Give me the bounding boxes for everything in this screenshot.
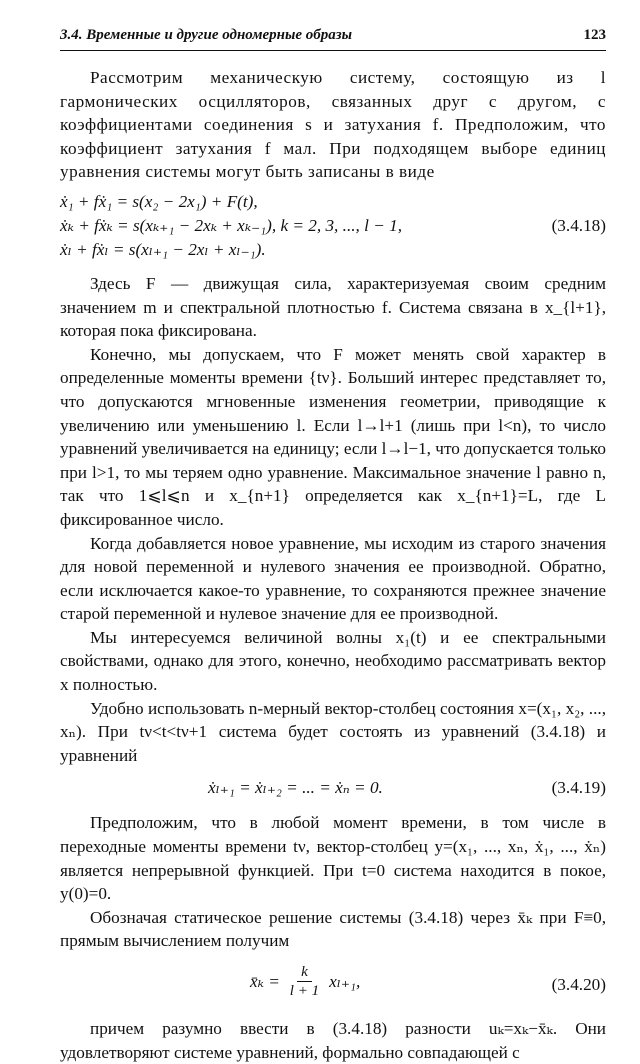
equation-line: ẋₗ + fẋₗ = s(xₗ₊₁ − 2xₗ + xₗ₋₁). bbox=[60, 239, 266, 259]
section-title: 3.4. Временные и другие одномерные образы bbox=[60, 27, 353, 43]
fraction bbox=[286, 963, 323, 1000]
paragraph-1: Рассмотрим механическую систему, состоящую из l гармонических осцилляторов, связанных друг с другом, с коэффициентами соединения s и затухания f. Предположим, что коэффициент затухания f мал. При подходящем выборе единиц уравнения системы могут быть записаны в виде bbox=[60, 68, 606, 182]
fraction-denominator: l + 1 bbox=[289, 983, 320, 999]
paragraph-3: Конечно, мы допускаем, что F может менять свой характер в определенные моменты времени {tν}. Больший интерес представляет то, что допускаются мгновенные изменения геометрии, приводящие к увеличению или уменьшению l. Если l→l+1 (лишь при l<n), то число уравнений увеличивается на единицу; если l→l−1, что допускается только при l>1, то мы теряем одно уравнение. Максимальное значение l равно n, так что 1⩽l⩽n и x_{n+1} определяется как x_{n+1}=L, где L фиксированное число. bbox=[60, 344, 606, 529]
equation-number: (3.4.19) bbox=[551, 778, 606, 798]
equation-rhs: xₗ₊₁, bbox=[329, 971, 361, 991]
paragraph-6: Удобно использовать n-мерный вектор-столбец состояния x=(x₁, x₂, ..., xₙ). При tν<t<tν+1 система будет состоять из уравнений (3.4.18) и уравнений bbox=[60, 698, 606, 765]
equation-line: ẋ₁ + fẋ₁ = s(x₂ − 2x₁) + F(t), bbox=[60, 191, 258, 211]
equation-3-4-19 bbox=[60, 767, 606, 811]
paragraph-5: Мы интересуемся величиной волны x₁(t) и ее спектральными свойствами, однако для этого, конечно, необходимо рассматривать вектор x полностью. bbox=[60, 627, 606, 695]
paragraph-2: Здесь F — движущая сила, характеризуемая своим средним значением m и спектральной плотностью f. Система связана в x_{l+1}, которая пока фиксирована. bbox=[60, 273, 606, 341]
fraction-numerator: k bbox=[297, 963, 312, 982]
equation-line: ẋₖ + fẋₖ = s(xₖ₊₁ − 2xₖ + xₖ₋₁), k = 2, 3, ..., l − 1, bbox=[60, 215, 402, 235]
equation-lhs: x̄ₖ = bbox=[250, 971, 280, 991]
running-header bbox=[60, 22, 606, 51]
equation-3-4-18 bbox=[60, 186, 606, 262]
equation-body: ẋₗ₊₁ = ẋₗ₊₂ = ... = ẋₙ = 0. bbox=[208, 778, 383, 798]
equation-number: (3.4.18) bbox=[551, 215, 606, 235]
equation-3-4-20 bbox=[60, 957, 606, 1013]
paragraph-8: Обозначая статическое решение системы (3.4.18) через x̄ₖ при F≡0, прямым вычислением получим bbox=[60, 907, 606, 951]
page-body bbox=[60, 66, 606, 1064]
equation-number: (3.4.20) bbox=[551, 975, 606, 994]
paragraph-7: Предположим, что в любой момент времени, в том числе в переходные моменты времени tν, вектор-столбец y=(x₁, ..., xₙ, ẋ₁, ..., ẋₙ) является непрерывной функцией. При t=0 система находится в покое, y(0)=0. bbox=[60, 813, 606, 904]
paragraph-4: Когда добавляется новое уравнение, мы исходим из старого значения для новой переменной и нулевого значения ее производной. Обратно, если исключается какое-то уравнение, то сохраняются прежнее значение старой переменной и нулевое значение для ее производной. bbox=[60, 533, 606, 624]
paragraph-9: причем разумно ввести в (3.4.18) разности uₖ=xₖ−x̄ₖ. Они удовлетворяют системе уравнений, формально совпадающей с bbox=[60, 1019, 606, 1062]
page-number: 123 bbox=[583, 27, 606, 43]
